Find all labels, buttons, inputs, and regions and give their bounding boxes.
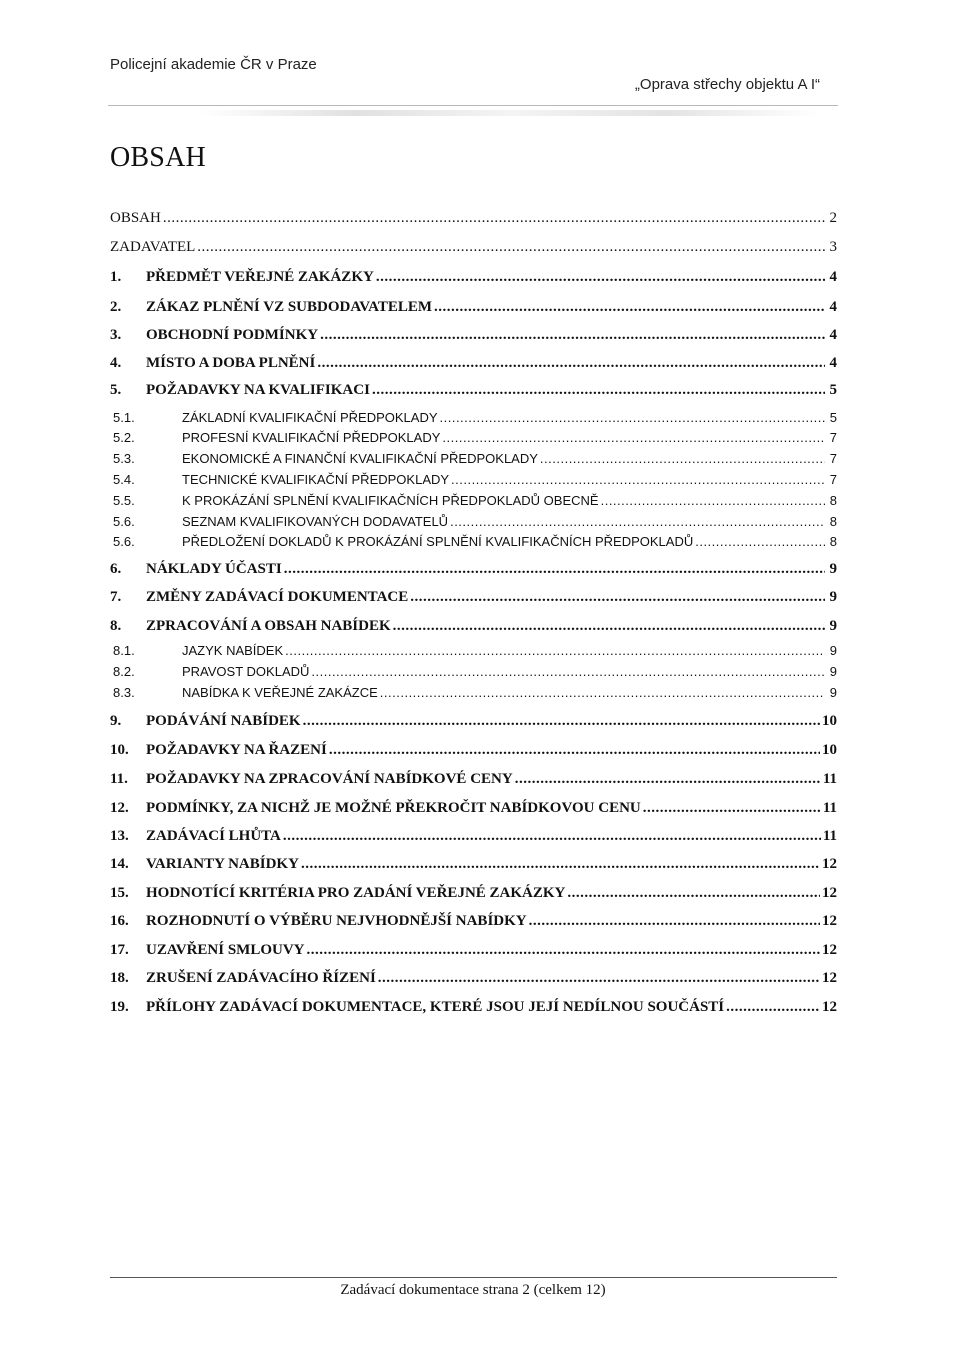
toc-leader-dots [442,430,825,445]
toc-leader-dots [393,618,825,635]
toc-entry [110,514,837,529]
toc-entry-page: 10 [822,713,837,729]
toc-entry-number: 11. [110,771,128,787]
toc-entry-page: 12 [822,856,837,872]
toc-entry-page: 8 [829,493,837,508]
toc-entry [110,589,837,606]
toc-entry-page: 5 [829,410,837,425]
toc-entry [110,618,837,635]
toc-entry-page: 9 [829,618,837,634]
toc-entry-page: 8 [829,534,837,549]
toc-entry-label: NABÍDKA K VEŘEJNÉ ZAKÁZCE [182,685,378,700]
toc-entry [110,713,837,730]
toc-entry-page: 4 [829,269,837,285]
toc-entry-number: 10. [110,742,129,758]
toc-entry-number: 8.2. [113,664,135,679]
scan-smudge [200,110,820,116]
toc-entry-page: 12 [822,885,837,901]
toc-entry [110,885,837,902]
toc-entry-number: 14. [110,856,129,872]
toc-entry-page: 11 [822,800,837,816]
toc-entry-label: HODNOTÍCÍ KRITÉRIA PRO ZADÁNÍ VEŘEJNÉ ZAKÁZKY [146,885,566,901]
toc-entry-page: 7 [829,451,837,466]
toc-entry-number: 6. [110,561,122,577]
toc-entry-label: EKONOMICKÉ A FINANČNÍ KVALIFIKAČNÍ PŘEDPOKLADY [182,451,538,466]
toc-entry [110,999,837,1016]
toc-leader-dots [311,664,825,679]
toc-entry-page: 4 [829,327,837,343]
toc-leader-dots [285,643,825,658]
toc-entry-number: 5.1. [113,410,135,425]
toc-entry-number: 13. [110,828,129,844]
toc-entry [110,970,837,987]
toc-entry-page: 12 [822,913,837,929]
toc-entry-number: 16. [110,913,129,929]
toc-entry [110,451,837,466]
toc-entry-page: 4 [829,299,837,315]
toc-entry-label: PODÁVÁNÍ NABÍDEK [146,713,301,729]
toc-entry-label: ZRUŠENÍ ZADÁVACÍHO ŘÍZENÍ [146,970,376,986]
toc-leader-dots [301,856,820,873]
toc-entry [110,685,837,700]
toc-entry-page: 9 [829,685,837,700]
toc-entry-label: ZÁKAZ PLNĚNÍ VZ SUBDODAVATELEM [146,299,433,315]
footer-divider [110,1277,837,1278]
toc-entry [110,664,837,679]
toc-entry [110,828,837,845]
toc-entry-label: PROFESNÍ KVALIFIKAČNÍ PŘEDPOKLADY [182,430,441,445]
toc-entry-page: 7 [829,472,837,487]
toc-leader-dots [410,589,825,606]
toc-entry-page: 7 [829,430,837,445]
toc-entry-page: 3 [829,239,837,255]
toc-entry-number: 18. [110,970,129,986]
toc-entry-label: PRAVOST DOKLADŮ [182,664,310,679]
toc-entry-label: ZÁKLADNÍ KVALIFIKAČNÍ PŘEDPOKLADY [182,410,438,425]
toc-entry-number: 9. [110,713,122,729]
toc-entry [110,410,837,425]
toc-leader-dots [320,327,825,344]
toc-leader-dots [197,239,825,256]
toc-entry-label: ZADÁVACÍ LHŮTA [146,828,281,844]
page-title: OBSAH [110,142,206,173]
toc-leader-dots [601,493,825,508]
toc-leader-dots [529,913,820,930]
toc-leader-dots [434,299,825,316]
toc-entry-label: ZADAVATEL [110,239,196,255]
header-institution: Policejní akademie ČR v Praze [110,56,317,73]
toc-leader-dots [643,800,821,817]
toc-entry-number: 8.3. [113,685,135,700]
toc-leader-dots [284,561,825,578]
toc-entry-number: 17. [110,942,129,958]
toc-leader-dots [372,382,825,399]
toc-entry-page: 9 [829,643,837,658]
toc-entry [110,327,837,344]
toc-entry [110,856,837,873]
toc-entry-number: 1. [110,269,122,285]
toc-entry-number: 5.6. [113,534,135,549]
toc-entry-label: POŽADAVKY NA KVALIFIKACI [146,382,370,398]
header-divider [108,105,838,106]
toc-entry-label: NÁKLADY ÚČASTI [146,561,282,577]
toc-leader-dots [317,355,825,372]
toc-entry-label: PŘÍLOHY ZADÁVACÍ DOKUMENTACE, KTERÉ JSOU JEJÍ NEDÍLNOU SOUČÁSTÍ [146,999,725,1015]
toc-entry-page: 11 [822,771,837,787]
toc-entry-number: 4. [110,355,122,371]
toc-entry-page: 10 [822,742,837,758]
page-footer: Zadávací dokumentace strana 2 (celkem 12) [340,1282,606,1298]
toc-entry-page: 5 [829,382,837,398]
toc-entry-label: ROZHODNUTÍ O VÝBĚRU NEJVHODNĚJŠÍ NABÍDKY [146,913,527,929]
toc-leader-dots [515,771,821,788]
toc-entry-page: 9 [829,589,837,605]
toc-entry [110,210,837,227]
toc-leader-dots [440,410,826,425]
toc-entry-page: 2 [829,210,837,226]
toc-entry-label: POŽADAVKY NA ZPRACOVÁNÍ NABÍDKOVÉ CENY [146,771,513,787]
toc-leader-dots [307,942,821,959]
toc-leader-dots [380,685,825,700]
toc-entry-page: 4 [829,355,837,371]
toc-entry-number: 5.5. [113,493,135,508]
toc-entry-label: K PROKÁZÁNÍ SPLNĚNÍ KVALIFIKAČNÍCH PŘEDPOKLADŮ OBECNĚ [182,493,599,508]
toc-entry-label: PŘEDMĚT VEŘEJNÉ ZAKÁZKY [146,269,374,285]
toc-entry [110,299,837,316]
toc-entry [110,269,837,286]
toc-leader-dots [540,451,825,466]
toc-entry [110,942,837,959]
toc-leader-dots [451,472,825,487]
toc-entry [110,493,837,508]
toc-entry-page: 8 [829,514,837,529]
toc-entry [110,800,837,817]
toc-entry-label: ZMĚNY ZADÁVACÍ DOKUMENTACE [146,589,409,605]
toc-entry-page: 11 [822,828,837,844]
toc-entry-number: 12. [110,800,129,816]
toc-entry [110,355,837,372]
toc-entry-label: PODMÍNKY, ZA NICHŽ JE MOŽNÉ PŘEKROČIT NABÍDKOVOU CENU [146,800,641,816]
toc-entry-number: 5.6. [113,514,135,529]
toc-leader-dots [283,828,821,845]
toc-entry-page: 12 [822,970,837,986]
toc-entry-number: 5. [110,382,122,398]
toc-entry-number: 8. [110,618,122,634]
toc-entry-page: 12 [822,942,837,958]
toc-entry [110,771,837,788]
toc-entry-label: POŽADAVKY NA ŘAZENÍ [146,742,327,758]
toc-leader-dots [567,885,820,902]
header-project-title: „Oprava střechy objektu A I“ [634,76,820,93]
toc-entry-label: MÍSTO A DOBA PLNĚNÍ [146,355,316,371]
toc-entry-page: 9 [829,664,837,679]
toc-entry-label: SEZNAM KVALIFIKOVANÝCH DODAVATELŮ [182,514,449,529]
toc-entry [110,534,837,549]
toc-entry-number: 19. [110,999,129,1015]
toc-entry [110,742,837,759]
toc-entry [110,472,837,487]
toc-entry-number: 7. [110,589,122,605]
toc-entry-number: 2. [110,299,122,315]
toc-entry-label: ZPRACOVÁNÍ A OBSAH NABÍDEK [146,618,391,634]
toc-entry-number: 8.1. [113,643,135,658]
toc-entry [110,643,837,658]
toc-entry-number: 15. [110,885,129,901]
toc-leader-dots [376,269,825,286]
toc-entry-number: 5.4. [113,472,135,487]
toc-leader-dots [329,742,820,759]
toc-entry [110,561,837,578]
toc-leader-dots [450,514,825,529]
toc-entry-label: JAZYK NABÍDEK [182,643,284,658]
toc-leader-dots [378,970,820,987]
toc-entry-label: OBSAH [110,210,161,226]
toc-entry [110,239,837,256]
toc-leader-dots [303,713,820,730]
toc-leader-dots [726,999,820,1016]
toc-entry [110,913,837,930]
toc-entry-label: TECHNICKÉ KVALIFIKAČNÍ PŘEDPOKLADY [182,472,450,487]
toc-leader-dots [163,210,825,227]
toc-entry-number: 5.2. [113,430,135,445]
toc-entry [110,382,837,399]
toc-entry-page: 12 [822,999,837,1015]
toc-entry-label: VARIANTY NABÍDKY [146,856,299,872]
toc-entry-number: 3. [110,327,122,343]
toc-entry-label: PŘEDLOŽENÍ DOKLADŮ K PROKÁZÁNÍ SPLNĚNÍ KVALIFIKAČNÍCH PŘEDPOKLADŮ [182,534,694,549]
toc-entry-label: UZAVŘENÍ SMLOUVY [146,942,305,958]
toc-leader-dots [695,534,825,549]
toc-entry-page: 9 [829,561,837,577]
toc-entry-number: 5.3. [113,451,135,466]
toc-entry-label: OBCHODNÍ PODMÍNKY [146,327,319,343]
toc-entry [110,430,837,445]
